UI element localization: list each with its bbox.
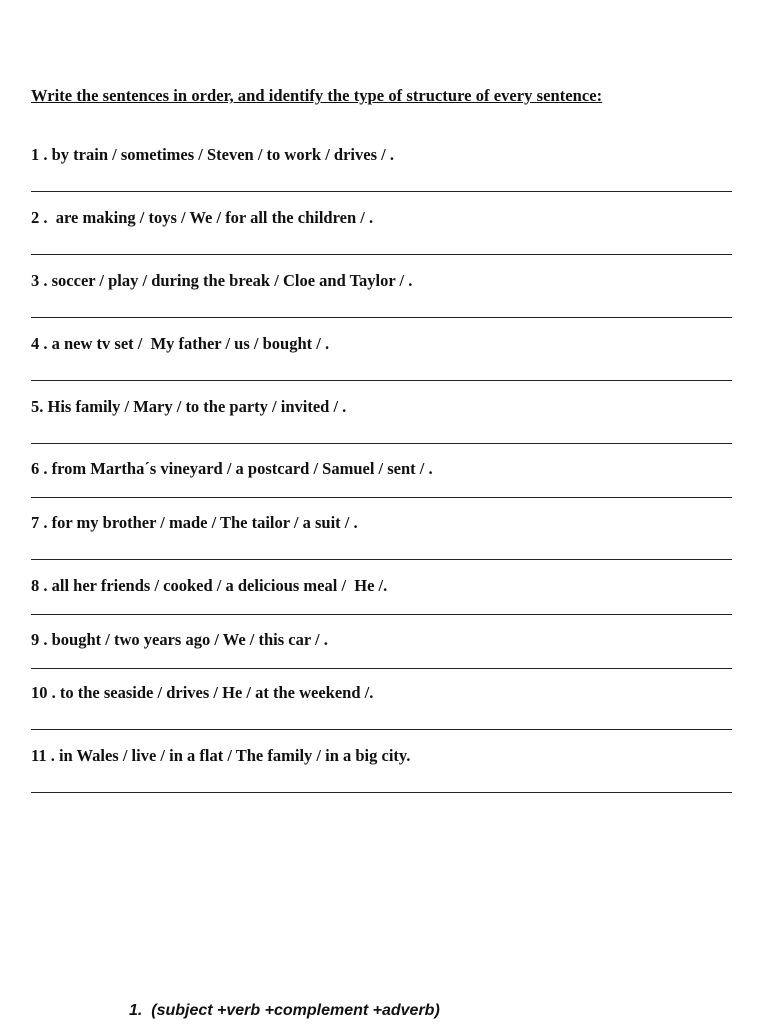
structure-note: 1. (subject +verb +complement +adverb) [129,1002,440,1019]
exercise-prompt: 4 . a new tv set / My father / us / bought / . [31,334,330,353]
exercise-item-10 [31,683,732,703]
exercise-prompt: 6 . from Martha´s vineyard / a postcard / Samuel / sent / . [31,459,433,478]
exercise-item-8 [31,576,732,596]
answer-line [31,443,732,444]
answer-line [31,792,732,793]
exercise-prompt: 8 . all her friends / cooked / a delicious meal / He /. [31,576,388,595]
exercise-item-6 [31,459,732,479]
answer-line [31,254,732,255]
exercise-item-4 [31,334,732,354]
exercise-item-3 [31,271,732,291]
exercise-item-5 [31,397,732,417]
exercise-prompt: 10 . to the seaside / drives / He / at the weekend /. [31,683,374,702]
exercise-item-7 [31,513,732,533]
answer-line [31,191,732,192]
answer-line [31,380,732,381]
exercise-item-1 [31,145,732,165]
exercise-prompt: 9 . bought / two years ago / We / this car / . [31,630,328,649]
answer-line [31,729,732,730]
exercise-prompt: 1 . by train / sometimes / Steven / to work / drives / . [31,145,394,164]
answer-line [31,668,732,669]
exercise-prompt: 5. His family / Mary / to the party / invited / . [31,397,347,416]
answer-line [31,497,732,498]
exercise-prompt: 2 . are making / toys / We / for all the children / . [31,208,374,227]
answer-line [31,317,732,318]
instructions-heading: Write the sentences in order, and identify the type of structure of every sentence: [31,86,603,105]
answer-line [31,559,732,560]
exercise-prompt: 7 . for my brother / made / The tailor / a suit / . [31,513,358,532]
exercise-prompt: 11 . in Wales / live / in a flat / The family / in a big city. [31,746,411,765]
exercise-item-9 [31,630,732,650]
exercise-item-2 [31,208,732,228]
answer-line [31,614,732,615]
exercise-item-11 [31,746,732,766]
exercise-prompt: 3 . soccer / play / during the break / Cloe and Taylor / . [31,271,413,290]
